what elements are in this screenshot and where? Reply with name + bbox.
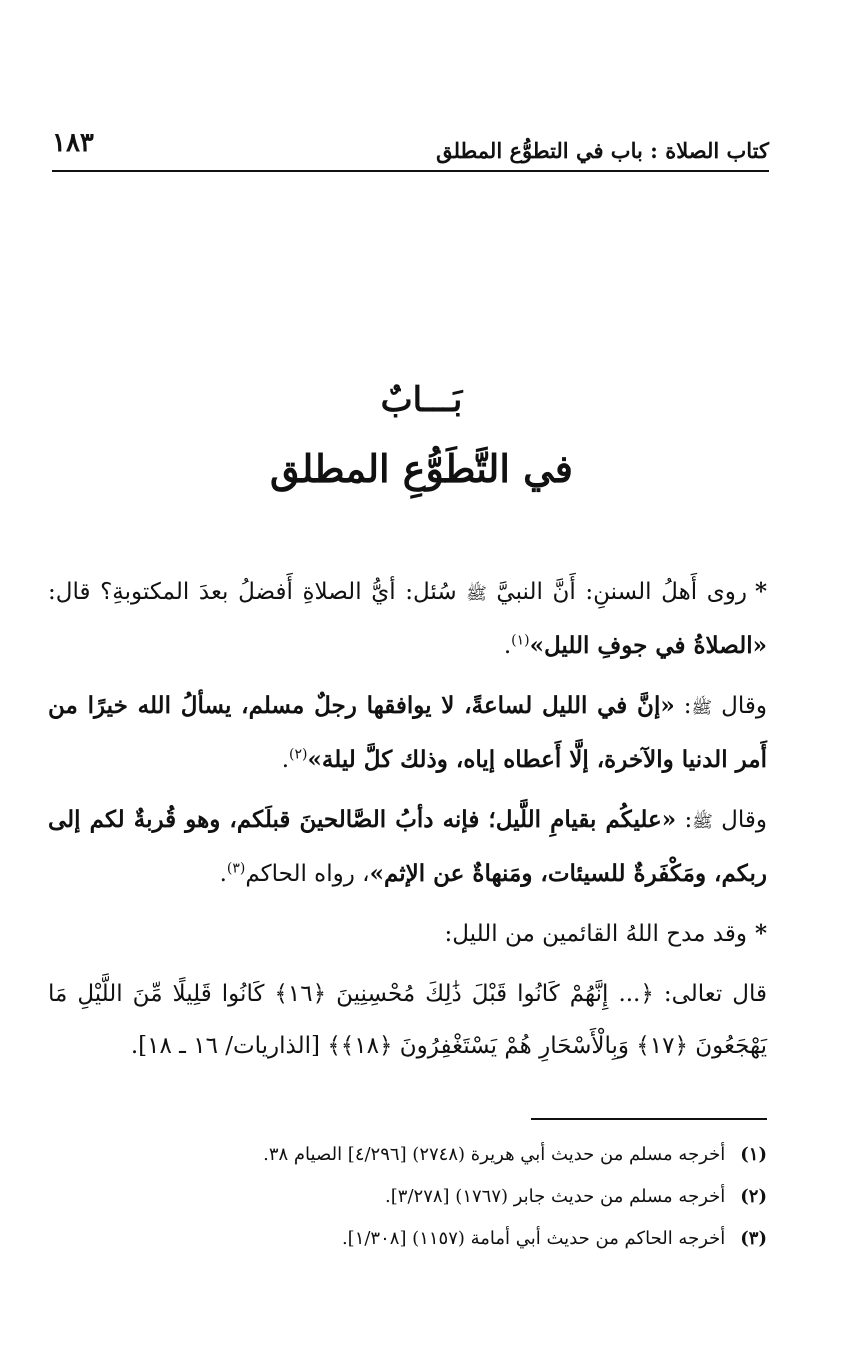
paragraph-5 <box>48 968 767 1072</box>
footnotes <box>48 1134 767 1260</box>
paragraph-3-mid: : <box>676 807 693 833</box>
page-header <box>52 124 769 172</box>
bullet-star: * <box>754 578 767 605</box>
paragraph-3-tail: ، رواه الحاكم <box>245 861 370 887</box>
footnote-text: أخرجه مسلم من حديث أبي هريرة (٢٧٤٨) [٤/٢٩٦] الصيام ٣٨. <box>263 1144 726 1165</box>
verse-citation: [الذاريات/ ١٦ ـ ١٨]. <box>130 1033 328 1059</box>
body-text <box>48 566 767 1080</box>
paragraph-3-end: . <box>219 861 227 887</box>
footnote-text: أخرجه مسلم من حديث جابر (١٧٦٧) [٣/٢٧٨]. <box>385 1186 726 1207</box>
footnote-ref-1[interactable]: (١) <box>511 632 530 649</box>
paragraph-2-lead: وقال <box>712 693 767 719</box>
honorific-glyph: ﷺ <box>691 698 713 718</box>
paragraph-1-end: . <box>503 633 512 659</box>
footnote-ref-2[interactable]: (٢) <box>289 746 308 763</box>
hadith-quote-2: «إنَّ في الليل لساعةً، لا يوافقها رجلٌ مسلم، يسألُ الله خيرًا من أَمر الدنيا والآخرة، إلَّا أَعطاه إياه، وذلك كلَّ ليلة» <box>48 692 767 773</box>
running-title: كتاب الصلاة : باب في التطوُّع المطلق <box>436 138 769 163</box>
paragraph-5-lead: قال تعالى: <box>653 981 767 1007</box>
footnote-text: أخرجه الحاكم من حديث أبي أمامة (١١٥٧) [١/٣٠٨]. <box>341 1228 726 1249</box>
hadith-quote-3: «عليكُم بقيامِ اللَّيل؛ فإنه دأبُ الصَّالحينَ قبلَكم، وهو قُربةٌ لكم إلى ربكم، ومَكْفَرةٌ للسيئات، ومَنهاةٌ عن الإثم» <box>48 806 767 887</box>
paragraph-4-lead: وقد مدح اللهُ القائمين من الليل: <box>444 921 747 947</box>
footnote-ref-3[interactable]: (٣) <box>226 860 246 877</box>
footnote-divider <box>531 1118 767 1120</box>
footnote-2 <box>48 1176 767 1218</box>
paragraph-2 <box>48 680 767 786</box>
honorific-glyph: ﷺ <box>692 812 713 832</box>
paragraph-1 <box>48 566 767 672</box>
quran-verse: ﴿... إِنَّهُمْ كَانُوا قَبْلَ ذَٰلِكَ مُحْسِنِينَ ﴿١٦﴾ كَانُوا قَلِيلًا مِّنَ اللَّيْلِ مَا يَهْجَعُونَ ﴿١٧﴾ وَبِالْأَسْحَارِ هُمْ يَسْتَغْفِرُونَ ﴿١٨﴾﴾ <box>48 981 767 1059</box>
paragraph-3 <box>48 794 767 900</box>
paragraph-2-mid: : <box>674 693 692 719</box>
paragraph-2-end: . <box>281 747 290 773</box>
footnote-number: (٢) <box>740 1186 767 1207</box>
chapter-title: في التَّطَوُّعِ المطلق <box>270 446 573 491</box>
paragraph-4 <box>48 908 767 960</box>
footnote-3 <box>48 1218 767 1260</box>
page-number: ١٨٣ <box>52 128 94 158</box>
footnote-number: (٣) <box>740 1228 767 1249</box>
footnote-number: (١) <box>740 1144 767 1165</box>
honorific-glyph: ﷺ <box>466 584 487 604</box>
paragraph-3-lead: وقال <box>712 807 767 833</box>
bullet-star: * <box>754 920 767 947</box>
footnote-1 <box>48 1134 767 1176</box>
chapter-label: بَـــابٌ <box>380 380 463 420</box>
paragraph-1-lead: روى أَهلُ السننِ: أَنَّ النبيَّ <box>486 579 747 605</box>
hadith-quote-1: «الصلاةُ في جوفِ الليل» <box>529 632 767 659</box>
paragraph-1-mid: سُئل: أيُّ الصلاةِ أَفضلُ بعدَ المكتوبةِ؟ قال: <box>48 579 467 605</box>
